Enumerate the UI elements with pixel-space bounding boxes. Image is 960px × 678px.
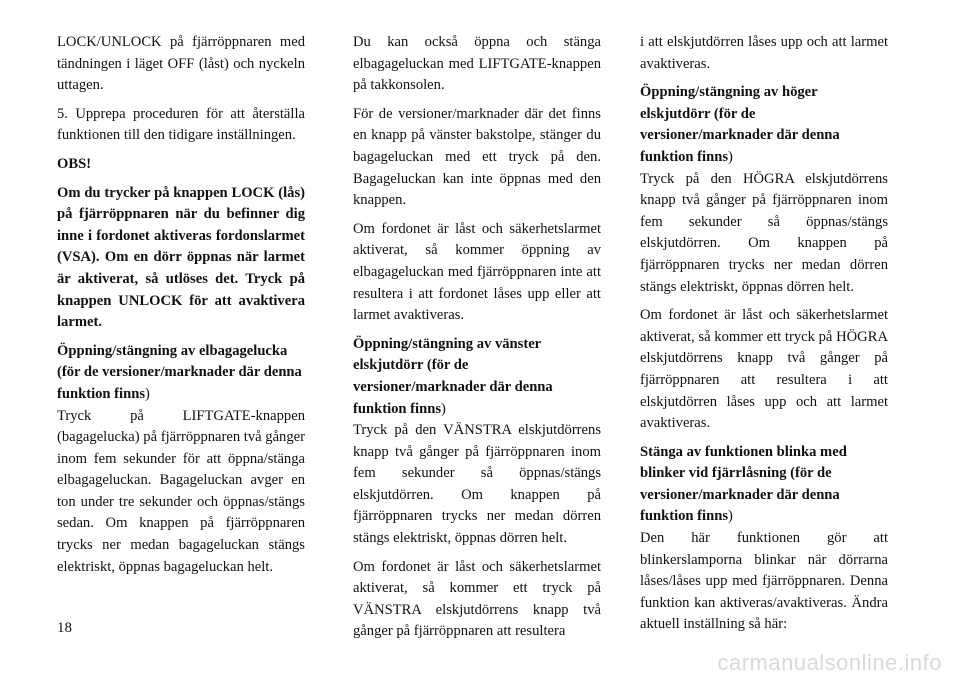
- section-power-liftgate: [57, 341, 305, 579]
- paragraph: Tryck på den VÄNSTRA elskjutdörrens knapp två gånger på fjärröppnaren inom fem sekunder så öppnas/stängs elskjutdörren. Om knappen på fjärröppnaren trycks ner medan dörren stängs elektriskt, öppnas dörren helt.: [353, 422, 601, 547]
- paragraph: 5. Upprepa proceduren för att återställa funktionen till den tidigare inställningen.: [57, 105, 305, 144]
- section-heading: [57, 341, 305, 406]
- column-2: [353, 32, 601, 650]
- heading-text: Öppning/stängning av elbagagelucka (för de versioner/marknader där denna funktion finns: [57, 342, 302, 402]
- section-heading: [640, 442, 888, 528]
- paragraph: Den här funktionen gör att blinkerslamporna blinkar när dörrarna låses/låses upp med fjärröppnaren. Denna funktion kan aktiveras/avaktiveras. Ändra aktuell inställning så här:: [640, 530, 888, 633]
- paragraph: Tryck på den HÖGRA elskjutdörrens knapp två gånger på fjärröppnaren inom fem sekunder så öppnas/stängs elskjutdörren. Om knappen på fjärröppnaren trycks ner medan dörren stängs elektriskt, öppnas dörren helt.: [640, 170, 888, 295]
- watermark: carmanualsonline.info: [717, 650, 942, 675]
- heading-text: Öppning/stängning av vänster elskjutdörr (för de versioner/marknader där denna funktion finns: [353, 335, 553, 417]
- paragraph: För de versioner/marknader där det finns en knapp på vänster bakstolpe, stänger du bagageluckan med ett tryck på den. Bagageluckan kan inte öppnas med den knappen.: [353, 105, 601, 209]
- heading-tail: ): [145, 385, 150, 402]
- note-label: OBS!: [57, 155, 92, 172]
- paragraph: Om fordonet är låst och säkerhetslarmet aktiverat, så kommer ett tryck på HÖGRA elskjutdörrens knapp två gånger på fjärröppnaren att resultera i att elskjutdörren låses upp och att larmet avaktiveras.: [640, 307, 888, 432]
- section-right-sliding-door: [640, 82, 888, 298]
- paragraph: LOCK/UNLOCK på fjärröppnaren med tändningen i läget OFF (låst) och nyckeln uttagen.: [57, 34, 305, 94]
- heading-text: Stänga av funktionen blinka med blinker vid fjärrlåsning (för de versioner/marknader där denna funktion finns: [640, 443, 847, 525]
- column-1: [57, 32, 305, 585]
- paragraph: Du kan också öppna och stänga elbagageluckan med LIFTGATE-knappen på takkonsolen.: [353, 34, 601, 94]
- paragraph: i att elskjutdörren låses upp och att larmet avaktiveras.: [640, 34, 888, 72]
- section-flash-lamps: [640, 442, 888, 636]
- column-3: [640, 32, 888, 643]
- section-heading: [640, 82, 888, 168]
- paragraph: Tryck på LIFTGATE-knappen (bagagelucka) på fjärröppnaren två gånger inom fem sekunder för att öppna/stänga elbagageluckan. Bagageluckan avger en ton under tre sekunder och öppnas/stängs sedan. Om knappen på fjärröppnaren trycks ner medan bagageluckan stängs elektriskt, öppnas bagageluckan helt.: [57, 407, 305, 575]
- warning-paragraph: Om du trycker på knappen LOCK (lås) på fjärröppnaren när du befinner dig inne i fordonet aktiveras fordonslarmet (VSA). Om en dörr öppnas när larmet är aktiverat, så utlöses det. Tryck på knappen UNLOCK för att avaktivera larmet.: [57, 184, 305, 331]
- section-heading: [353, 334, 601, 420]
- page-number: 18: [57, 620, 72, 636]
- paragraph: Om fordonet är låst och säkerhetslarmet aktiverat, så kommer ett tryck på VÄNSTRA elskjutdörrens knapp två gånger på fjärröppnaren att resultera: [353, 558, 601, 640]
- paragraph: Om fordonet är låst och säkerhetslarmet aktiverat, så kommer öppning av elbagageluckan med fjärröppnaren inte att resultera i att fordonet låses upp eller att larmet avaktiveras.: [353, 220, 601, 324]
- section-left-sliding-door: [353, 334, 601, 550]
- heading-text: Öppning/stängning av höger elskjutdörr (för de versioner/marknader där denna funktion finns: [640, 84, 840, 165]
- heading-tail: ): [441, 400, 446, 417]
- heading-tail: ): [728, 148, 733, 165]
- heading-tail: ): [728, 508, 733, 525]
